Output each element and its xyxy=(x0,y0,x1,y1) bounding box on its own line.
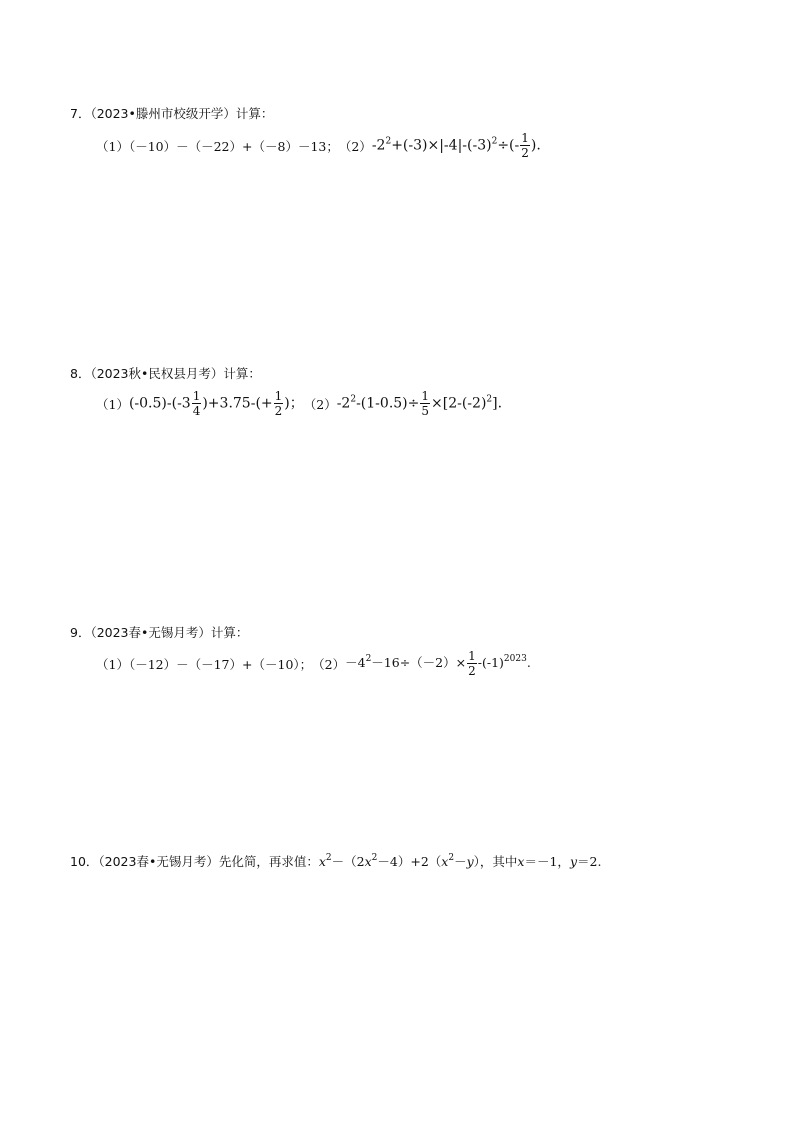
expr-text: ），其中 xyxy=(473,854,518,869)
expr-text: －16÷（－2）× xyxy=(371,655,467,670)
expr-text: ＝2. xyxy=(577,854,602,869)
expr-text: ). xyxy=(530,137,541,154)
exponent: 2 xyxy=(448,853,455,863)
problem-parts xyxy=(96,132,541,159)
expr-text: ×[2-(-2) xyxy=(431,395,487,412)
problem-stem xyxy=(70,852,601,870)
expr-text: －4）+2（ xyxy=(377,854,442,869)
stem-text: 10．（2023春•无锡月考）先化简，再求值： xyxy=(70,854,319,869)
fraction xyxy=(520,132,530,159)
exponent: 2 xyxy=(325,853,332,863)
expr-text: -2 xyxy=(371,137,386,154)
part-2-expression xyxy=(337,390,502,417)
exponent: 2 xyxy=(385,136,392,147)
variable: x xyxy=(517,854,525,869)
expr-text: ]. xyxy=(492,395,503,412)
fraction xyxy=(420,390,430,417)
expr-text: －4 xyxy=(345,655,366,670)
exponent: 2 xyxy=(371,853,378,863)
exponent: 2 xyxy=(365,654,372,664)
problem-stem: 8．（2023秋•民权县月考）计算： xyxy=(70,366,261,381)
expression xyxy=(319,854,602,869)
part-1-expression xyxy=(129,390,304,417)
fraction-numerator: 1 xyxy=(468,649,476,663)
exponent: 2023 xyxy=(503,654,527,664)
part-2-label: （2） xyxy=(312,656,346,672)
part-2-expression xyxy=(372,132,541,159)
variable: x xyxy=(364,854,372,869)
exponent: 2 xyxy=(491,136,498,147)
variable: y xyxy=(466,854,474,869)
fraction xyxy=(467,650,477,677)
fraction-numerator: 1 xyxy=(192,389,201,403)
fraction xyxy=(192,390,202,417)
fraction-denominator: 5 xyxy=(421,404,430,418)
fraction-numerator: 1 xyxy=(274,389,283,403)
fraction-denominator: 2 xyxy=(274,404,283,418)
part-2-label: （2） xyxy=(303,396,337,412)
expr-text: -(1-0.5)÷ xyxy=(356,395,420,412)
part-2-label: （2） xyxy=(338,138,372,154)
exponent: 2 xyxy=(350,394,357,405)
expr-text: )； xyxy=(284,395,304,412)
part-2-expression xyxy=(345,650,531,677)
fraction-numerator: 1 xyxy=(421,389,430,403)
part-1: （1）（－12）－（－17）+（－10）； xyxy=(96,656,313,672)
fraction-denominator: 4 xyxy=(192,404,201,418)
problem-stem: 9．（2023春•无锡月考）计算： xyxy=(70,625,249,640)
expr-text: +(-3)×|-4|-(-3) xyxy=(391,137,492,154)
expr-text: -(-1) xyxy=(477,655,504,670)
expr-text: -2 xyxy=(336,395,351,412)
problem-parts xyxy=(96,650,531,677)
expr-text: ÷(- xyxy=(497,137,520,154)
problem-parts xyxy=(96,390,502,417)
expr-text: (-0.5)-(-3 xyxy=(128,395,191,412)
fraction-denominator: 2 xyxy=(468,664,476,678)
fraction xyxy=(274,390,284,417)
expr-text: . xyxy=(526,655,531,670)
expr-text: － xyxy=(454,854,467,869)
problem-stem: 7．（2023•滕州市校级开学）计算： xyxy=(70,106,274,121)
part-1: （1）（－10）－（－22）+（－8）－13； xyxy=(96,138,339,154)
exponent: 2 xyxy=(486,394,493,405)
expr-text: )+3.75-(+ xyxy=(202,395,273,412)
fraction-numerator: 1 xyxy=(521,131,529,145)
variable: y xyxy=(569,854,577,869)
fraction-denominator: 2 xyxy=(521,146,529,160)
variable: x xyxy=(441,854,449,869)
variable: x xyxy=(318,854,326,869)
expr-text: －（2 xyxy=(331,854,365,869)
expr-text: ＝－1， xyxy=(524,854,570,869)
part-1-label: （1） xyxy=(96,396,129,412)
